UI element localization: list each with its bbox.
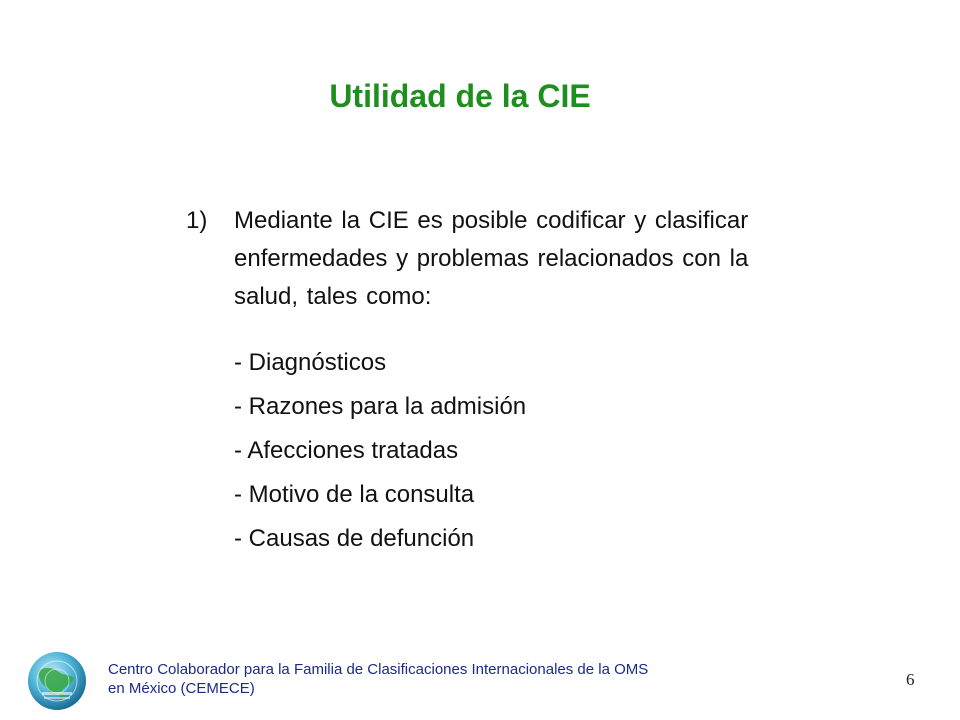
page-number: 6 xyxy=(906,670,915,689)
slide-body xyxy=(186,202,786,561)
footer-organization: Centro Colaborador para la Familia de Clasificaciones Internacionales de la OMS en México (CEMECE) xyxy=(108,661,649,697)
numbered-item xyxy=(186,202,786,316)
slide-title: Utilidad de la CIE xyxy=(329,78,591,114)
sub-item-razones-admision: - Razones para la admisión xyxy=(234,393,527,420)
sub-item-diagnosticos: - Diagnósticos xyxy=(234,349,387,376)
sub-item-afecciones-tratadas: - Afecciones tratadas xyxy=(234,437,459,464)
sub-item-causas-defuncion: - Causas de defunción xyxy=(234,525,475,552)
cemece-logo-icon xyxy=(26,650,88,712)
sub-item-list xyxy=(234,341,786,561)
sub-item-motivo-consulta: - Motivo de la consulta xyxy=(234,481,475,508)
item-number: 1) xyxy=(186,207,208,234)
item-text: Mediante la CIE es posible codificar y clasificar enfermedades y problemas relacionados con la salud, tales como: xyxy=(234,207,749,310)
